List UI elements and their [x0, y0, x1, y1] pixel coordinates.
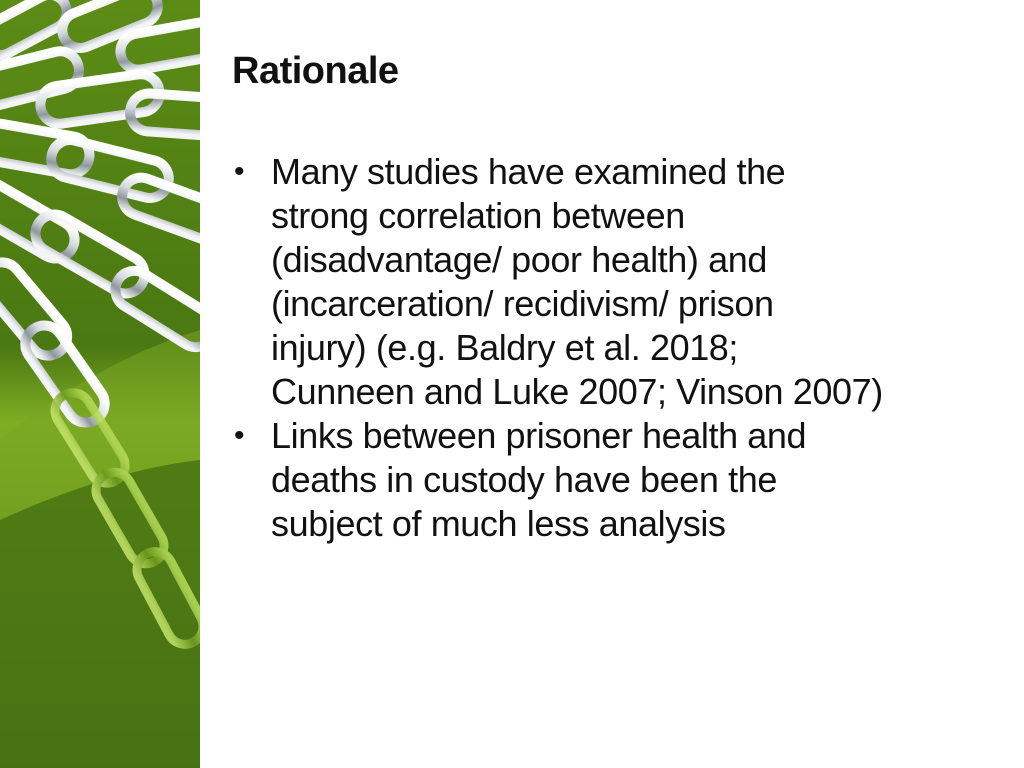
- bullet-marker: •: [234, 155, 245, 188]
- bullet-line: (incarceration/ recidivism/ prison: [271, 283, 774, 324]
- bullet-item: [232, 150, 1002, 414]
- bullet-line: (disadvantage/ poor health) and: [271, 239, 767, 280]
- bullet-item: [232, 414, 1002, 546]
- bullet-line: subject of much less analysis: [271, 503, 726, 544]
- bullet-list: [232, 150, 1002, 546]
- bullet-line: Many studies have examined the: [271, 151, 786, 192]
- bullet-line: Links between prisoner health and: [271, 415, 807, 456]
- bullet-line: strong correlation between: [271, 195, 685, 236]
- bullet-line: deaths in custody have been the: [271, 459, 777, 500]
- chain-links-illustration: [0, 0, 200, 768]
- slide-title: Rationale: [232, 50, 399, 92]
- bullet-line: Cunneen and Luke 2007; Vinson 2007): [271, 371, 883, 412]
- slide-content: [232, 0, 1002, 768]
- chain-links-image: [0, 0, 200, 768]
- bullet-line: injury) (e.g. Baldry et al. 2018;: [271, 327, 739, 368]
- bullet-marker: •: [234, 419, 245, 452]
